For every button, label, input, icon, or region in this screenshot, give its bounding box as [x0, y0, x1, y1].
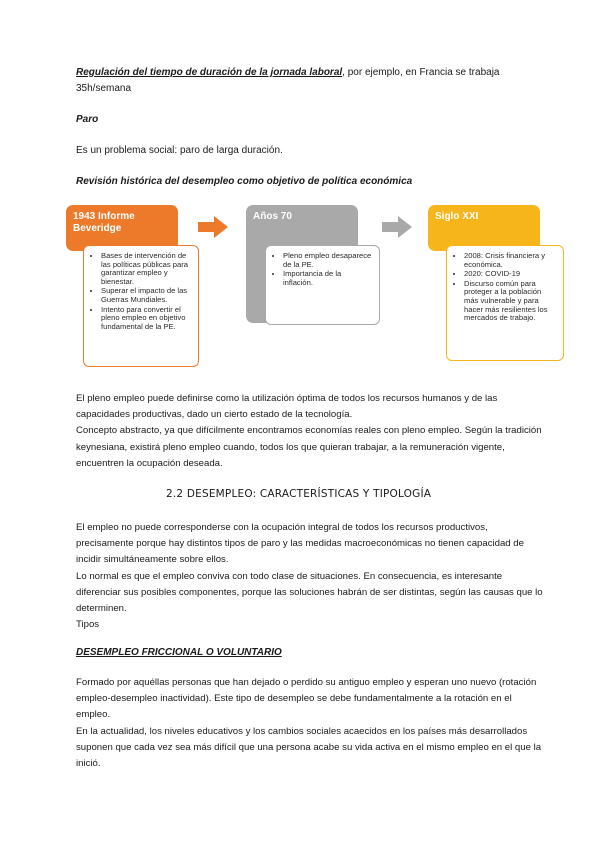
jornada-bold-label: Regulación del tiempo de duración de la jornada laboral [76, 67, 343, 78]
paro-heading: Paro [76, 114, 99, 125]
section-title: 2.2 DESEMPLEO: CARACTERÍSTICAS Y TIPOLOGÍA [166, 488, 432, 500]
stage-1-card [83, 245, 199, 367]
friccional-heading: DESEMPLEO FRICCIONAL O VOLUNTARIO [76, 647, 282, 658]
stage-2-bullet: • Pleno empleo desaparece de la PE. [283, 252, 373, 269]
pleno-empleo-p1: El pleno empleo puede definirse como la utilización óptima de todos los recursos humanos y de las capacidades productivas, dado un cierto estado de la tecnología. [76, 393, 498, 421]
stage-1-title: 1943 Informe Beveridge [73, 211, 135, 234]
stage-3-bullet: • 2020: COVID-19 [464, 270, 557, 279]
arrow-right-icon [382, 216, 412, 238]
arrow-right-icon [198, 216, 228, 238]
stage-2-title: Años 70 [253, 211, 292, 222]
intro-text-line2: 35h/semana [76, 83, 132, 94]
pleno-empleo-p2: Concepto abstracto, ya que difícilmente encontramos economías reales con pleno empleo. Según la tradición keynesiana, existirá pleno empleo cuando, todos los que quieran trabajar, a la remuneración vigente, encuentren la ocupación deseada. [76, 425, 542, 469]
friccional-p1: Formado por aquéllas personas que han dejado o perdido su antiguo empleo y esperan uno nuevo (rotación empleo-desempleo inactividad). Este tipo de desempleo se debe fundamentalmente a la rotación en el empleo. [76, 677, 537, 721]
revision-heading: Revisión histórica del desempleo como objetivo de política económica [76, 176, 413, 187]
stage-3-bullet: • Discurso común para proteger a la población más vulnerable y para hacer más resilientes los mercados de trabajo. [464, 280, 557, 323]
stage-3-card [446, 245, 564, 361]
desempleo-p3: Tipos [76, 619, 100, 631]
paro-text: Es un problema social: paro de larga duración. [76, 145, 283, 156]
stage-3-title: Siglo XXI [435, 211, 479, 222]
desempleo-p2: Lo normal es que el empleo conviva con todo clase de situaciones. En consecuencia, es interesante diferenciar sus posibles componentes, porque las soluciones habrán de ser distintas, según las causas que lo determinen. [76, 570, 543, 615]
intro-line [76, 65, 499, 81]
friccional-section [76, 675, 546, 772]
stage-1-bullet: • Bases de intervención de las políticas públicas para garantizar empleo y bienestar. [101, 252, 192, 286]
stage-1-bullet: • Superar el impacto de las Guerras Mundiales. [101, 287, 192, 304]
stage-1-bullet: • Intento para convertir el pleno empleo en objetivo fundamental de la PE. [101, 306, 192, 332]
desempleo-section [76, 520, 546, 633]
stage-3-bullet: • 2008: Crisis financiera y económica. [464, 252, 557, 269]
intro-text-line1: , por ejemplo, en Francia se trabaja [342, 67, 500, 78]
stage-2-card [265, 245, 380, 325]
desempleo-p1: El empleo no puede corresponderse con la ocupación integral de todos los recursos productivos, precisamente porque hay distintos tipos de paro y las medidas macroeconómicas no tienen capacidad de incidir simultáneamente sobre ellos. [76, 522, 524, 566]
pleno-empleo-section [76, 391, 546, 472]
friccional-p2: En la actualidad, los niveles educativos y los cambios sociales acaecidos en los países más desarrollados suponen que cada vez sea más difícil que una persona acabe su vida activa en el mismo empleo en el que la inició. [76, 725, 542, 770]
stage-2-bullet: • Importancia de la inflación. [283, 270, 373, 287]
timeline-figure [66, 205, 566, 367]
